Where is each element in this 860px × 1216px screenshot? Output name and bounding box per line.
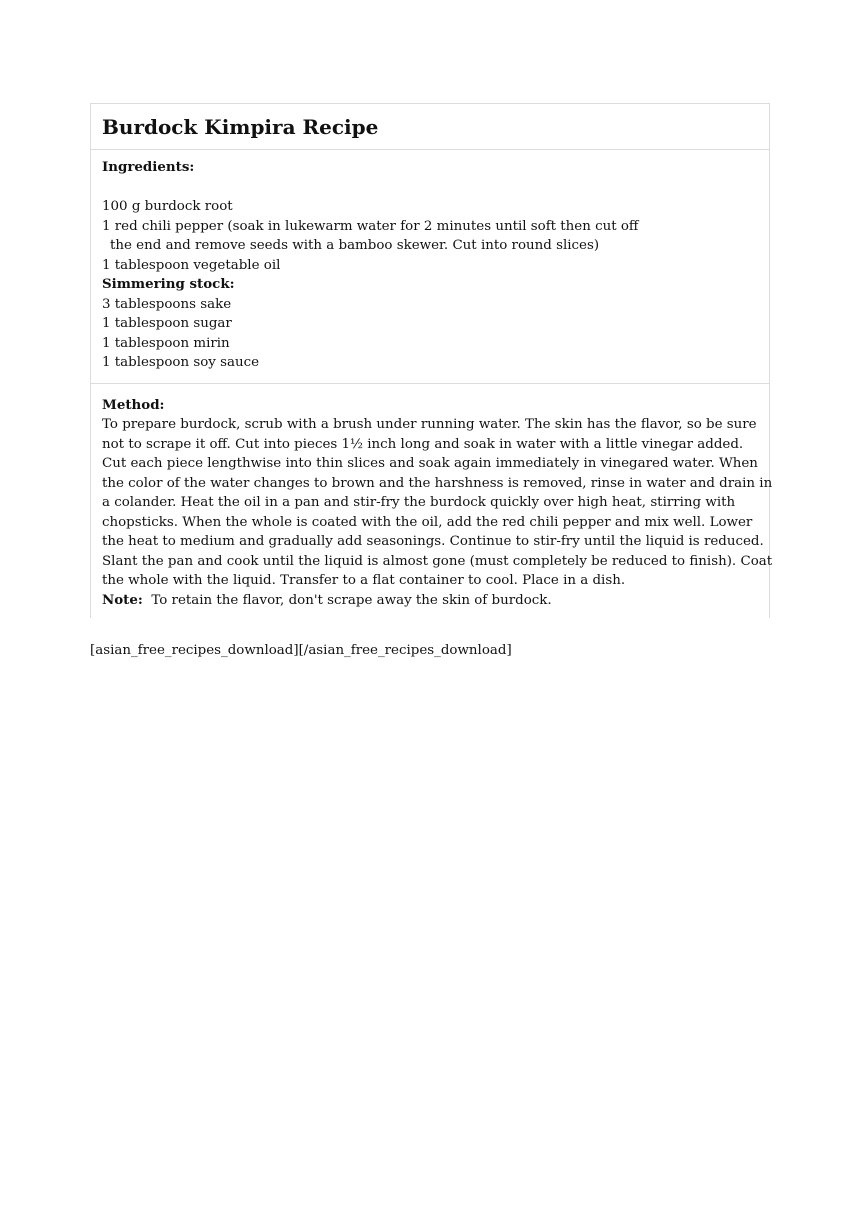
note-label: Note: <box>102 591 143 608</box>
simmering-line: 1 tablespoon sugar <box>102 316 232 331</box>
simmering-stock-heading: Simmering stock: <box>102 276 235 292</box>
method-heading: Method: <box>102 396 165 413</box>
method-line: a colander. Heat the oil in a pan and stir-fry the burdock quickly over high heat, stirring with <box>102 495 736 510</box>
method-line: the heat to medium and gradually add seasonings. Continue to stir-fry until the liquid is reduced. <box>102 534 764 549</box>
ingredient-line: 100 g burdock root <box>102 199 233 214</box>
simmering-line: 3 tablespoons sake <box>102 296 232 312</box>
method-line: chopsticks. When the whole is coated with the oil, add the red chili pepper and mix well. Lower <box>102 514 753 530</box>
recipe-title: Burdock Kimpira Recipe <box>102 115 379 139</box>
ingredients-heading: Ingredients: <box>102 159 195 175</box>
simmering-line: 1 tablespoon soy sauce <box>102 355 260 370</box>
ingredient-line: 1 tablespoon vegetable oil <box>102 257 281 273</box>
recipe-card <box>90 103 773 618</box>
method-line: the color of the water changes to brown and the harshness is removed, rinse in water and drain in <box>102 475 773 491</box>
method-line: Slant the pan and cook until the liquid is almost gone (must completely be reduced to finish). Coat <box>102 553 773 569</box>
method-line: the whole with the liquid. Transfer to a flat container to cool. Place in a dish. <box>102 573 626 588</box>
ingredient-line: the end and remove seeds with a bamboo skewer. Cut into round slices) <box>110 238 600 253</box>
method-line: not to scrape it off. Cut into pieces 1½ inch long and soak in water with a little vinegar added. <box>102 436 744 452</box>
note-line <box>102 591 758 611</box>
spacer <box>102 178 758 198</box>
method-section <box>91 384 773 619</box>
method-line: Cut each piece lengthwise into thin slices and soak again immediately in vinegared water. When <box>102 456 758 471</box>
note-text: To retain the flavor, don't scrape away the skin of burdock. <box>142 592 552 608</box>
method-line: To prepare burdock, scrub with a brush under running water. The skin has the flavor, so be sure <box>102 417 757 432</box>
recipe-header <box>91 104 769 150</box>
ingredients-section <box>91 150 769 384</box>
ingredient-line: 1 red chili pepper (soak in lukewarm water for 2 minutes until soft then cut off <box>102 218 639 234</box>
download-shortcode-text: [asian_free_recipes_download][/asian_free_recipes_download] <box>90 643 512 658</box>
simmering-line: 1 tablespoon mirin <box>102 335 230 351</box>
